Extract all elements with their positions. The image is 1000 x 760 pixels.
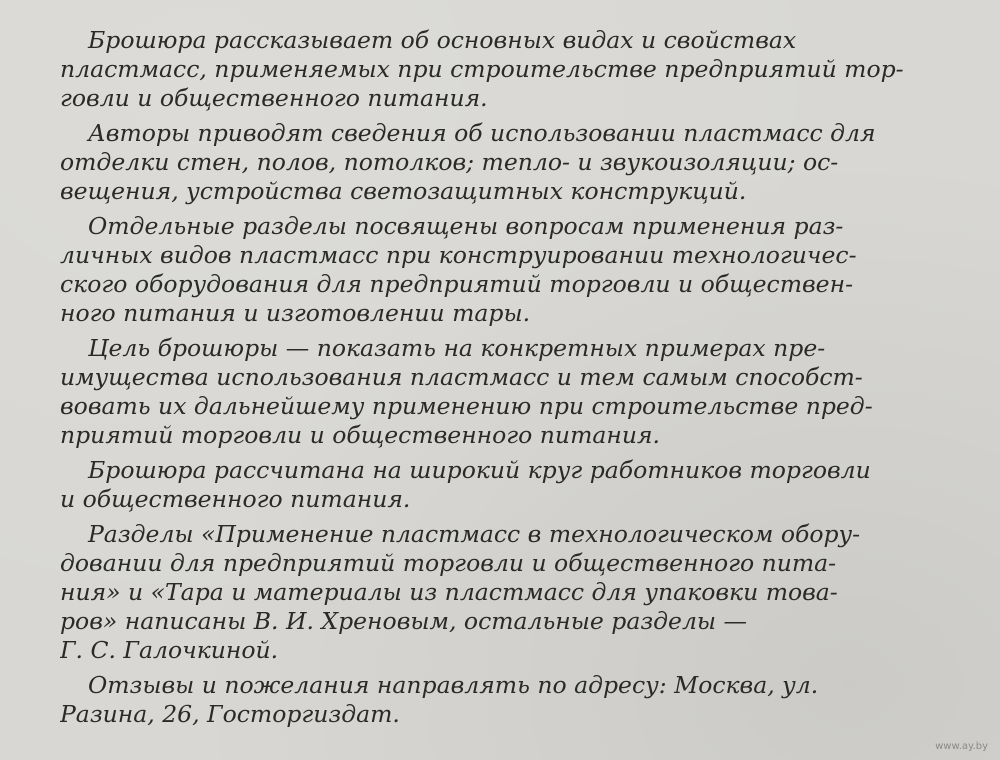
text-line: ния» и «Тара и материалы из пластмасс для упаковки това- <box>60 578 838 606</box>
text-line: Разина, 26, Госторгиздат. <box>60 700 400 728</box>
text-line: ров» написаны В. И. Хреновым, остальные разделы — <box>60 607 748 635</box>
text-line: говли и общественного питания. <box>60 84 488 112</box>
paragraph-authors <box>60 119 920 206</box>
watermark: www.ay.by <box>935 741 988 752</box>
text-line: Г. С. Галочкиной. <box>60 636 279 664</box>
text-line: Брошюра рассчитана на широкий круг работников торговли <box>88 456 871 484</box>
text-line: Авторы приводят сведения об использовании пластмасс для <box>88 119 876 147</box>
text-line: пластмасс, применяемых при строительстве предприятий тор- <box>60 55 904 83</box>
text-line: личных видов пластмасс при конструировании технологичес- <box>60 241 857 269</box>
text-line: Отдельные разделы посвящены вопросам применения раз- <box>88 212 844 240</box>
paragraph-goal <box>60 334 920 450</box>
text-line: Отзывы и пожелания направлять по адресу: Москва, ул. <box>88 671 819 699</box>
text-line: довании для предприятий торговли и общественного пита- <box>60 549 837 577</box>
text-line: Цель брошюры — показать на конкретных примерах пре- <box>88 334 826 362</box>
paragraph-contact <box>60 671 920 729</box>
text-line: вовать их дальнейшему применению при строительстве пред- <box>60 392 873 420</box>
paragraph-sections <box>60 212 920 328</box>
text-line: Разделы «Применение пластмасс в технологическом обору- <box>88 520 861 548</box>
paragraph-intro <box>60 26 920 113</box>
text-line: Брошюра рассказывает об основных видах и свойствах <box>88 26 797 54</box>
text-line: ского оборудования для предприятий торговли и обществен- <box>60 270 854 298</box>
paragraph-audience <box>60 456 920 514</box>
text-line: и общественного питания. <box>60 485 411 513</box>
paragraph-contributors <box>60 520 920 665</box>
text-line: приятий торговли и общественного питания. <box>60 421 661 449</box>
text-line: ного питания и изготовлении тары. <box>60 299 531 327</box>
text-line: имущества использования пластмасс и тем самым способст- <box>60 363 863 391</box>
text-line: отделки стен, полов, потолков; тепло- и звукоизоляции; ос- <box>60 148 839 176</box>
document-page <box>60 26 920 735</box>
text-line: вещения, устройства светозащитных конструкций. <box>60 177 747 205</box>
